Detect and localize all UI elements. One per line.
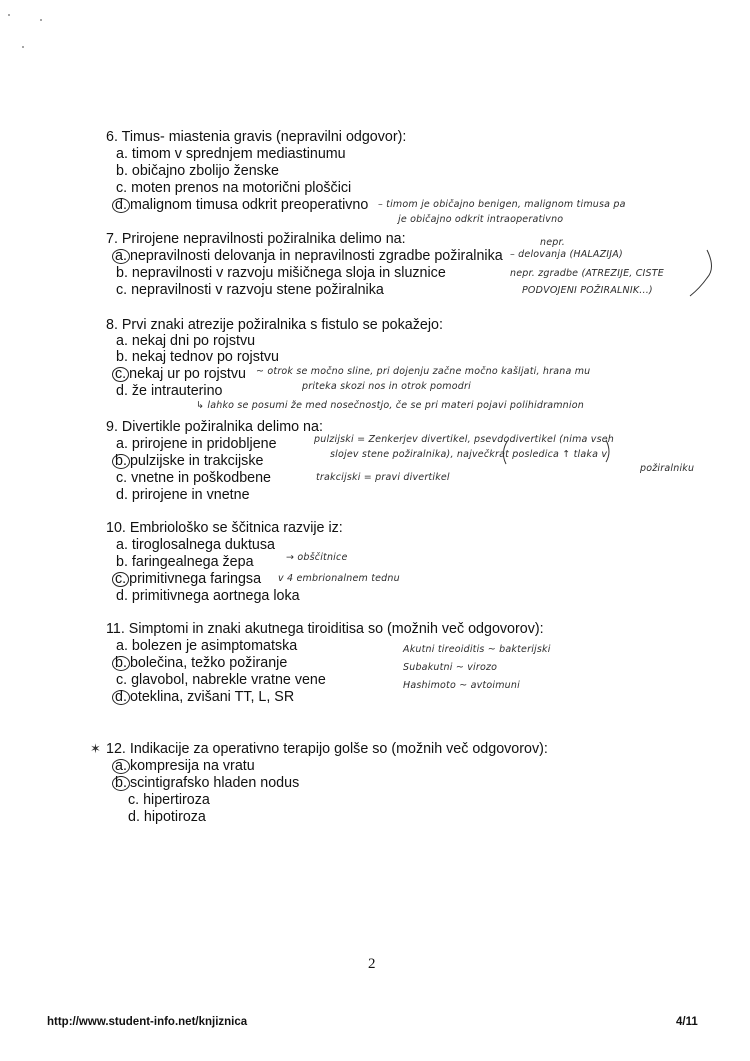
question-8-title: 8. Prvi znaki atrezije požiralnika s fistulo se pokažejo:	[106, 317, 443, 333]
brace-stroke	[690, 250, 712, 296]
question-8-option-c-label: nekaj ur po rojstvu	[129, 366, 246, 382]
question-10-option-d: d. primitivnega aortnega loka	[116, 588, 300, 604]
question-6-option-a: a. timom v sprednjem mediastinumu	[116, 146, 346, 162]
handwritten-note: nepr.	[540, 237, 565, 248]
handwritten-note: v 4 embrionalnem tednu	[278, 573, 400, 584]
handwritten-note: ↳ lahko se posumi že med nosečnostjo, če se pri materi pojavi polihidramnion	[196, 400, 584, 411]
question-8-option-b: b. nekaj tednov po rojstvu	[116, 349, 279, 365]
handwritten-note: – timom je običajno benigen, malignom timusa pa	[378, 199, 626, 210]
question-6-title: 6. Timus- miastenia gravis (nepravilni odgovor):	[106, 129, 407, 145]
question-7-option-c: c. nepravilnosti v razvoju stene požiralnika	[116, 282, 384, 298]
handwritten-note: Hashimoto ~ avtoimuni	[403, 680, 520, 691]
handwritten-note: Akutni tireoiditis ~ bakterijski	[403, 644, 551, 655]
answer-circle: d.	[112, 690, 130, 705]
question-8-option-a: a. nekaj dni po rojstvu	[116, 333, 256, 349]
question-9-option-d: d. prirojene in vnetne	[116, 487, 250, 503]
answer-circle: c.	[112, 367, 129, 382]
handwritten-note: Subakutni ~ virozo	[403, 662, 498, 673]
question-9-option-a: a. prirojene in pridobljene	[116, 436, 277, 452]
answer-circle: b.	[112, 454, 130, 469]
question-7-option-a-label: nepravilnosti delovanja in nepravilnosti zgradbe požiralnika	[129, 248, 503, 264]
question-9-option-c: c. vnetne in poškodbene	[116, 470, 271, 486]
answer-circle: d.	[112, 198, 130, 213]
star-mark-icon: ✶	[90, 741, 101, 756]
footer-url-link[interactable]: http://www.student-info.net/knjiznica	[47, 1016, 248, 1028]
question-11-title: 11. Simptomi in znaki akutnega tiroiditisa so (možnih več odgovorov):	[106, 621, 544, 637]
question-12-option-a-label: kompresija na vratu	[129, 758, 255, 774]
brace-stroke	[503, 440, 508, 464]
question-11-option-a: a. bolezen je asimptomatska	[116, 638, 298, 654]
answer-circle: b.	[112, 656, 130, 671]
handwritten-note: → obščitnice	[286, 552, 348, 563]
question-12-option-b-label: scintigrafsko hladen nodus	[129, 775, 300, 791]
question-11-option-d-label: oteklina, zvišani TT, L, SR	[129, 689, 295, 705]
question-11-option-c: c. glavobol, nabrekle vratne vene	[116, 672, 326, 688]
handwritten-note: trakcijski = pravi divertikel	[316, 472, 450, 483]
question-10-option-b: b. faringealnega žepa	[116, 554, 254, 570]
answer-circle: a.	[112, 759, 130, 774]
question-7-title: 7. Prirojene nepravilnosti požiralnika delimo na:	[106, 231, 406, 247]
question-10-option-a: a. tiroglosalnega duktusa	[116, 537, 275, 553]
handwritten-note: je običajno odkrit intraoperativno	[398, 214, 564, 225]
footer-page-count: 4/11	[676, 1016, 698, 1028]
question-6-option-b: b. običajno zbolijo ženske	[116, 163, 279, 179]
handwritten-note: ~ otrok se močno sline, pri dojenju začne močno kašljati, hrana mu	[256, 366, 591, 377]
page-number: 2	[368, 956, 376, 972]
question-9-title: 9. Divertikle požiralnika delimo na:	[106, 419, 323, 435]
question-9-option-b-label: pulzijske in trakcijske	[129, 453, 264, 469]
question-12-option-d: d. hipotiroza	[128, 809, 206, 825]
answer-circle: b.	[112, 776, 130, 791]
handwritten-note: priteka skozi nos in otrok pomodri	[302, 381, 471, 392]
handwritten-note: – delovanja (HALAZIJA)	[510, 249, 623, 260]
question-12-title: 12. Indikacije za operativno terapijo golše so (možnih več odgovorov):	[106, 741, 548, 757]
handwritten-note: nepr. zgradbe (ATREZIJE, CISTE	[510, 268, 664, 279]
question-8-option-d: d. že intrauterino	[116, 383, 223, 399]
question-11-option-b-label: bolečina, težko požiranje	[129, 655, 288, 671]
question-6-option-c: c. moten prenos na motorični ploščici	[116, 180, 352, 196]
question-7-option-b: b. nepravilnosti v razvoju mišičnega sloja in sluznice	[116, 265, 446, 281]
question-10-title: 10. Embriološko se ščitnica razvije iz:	[106, 520, 343, 536]
handwritten-note: PODVOJENI POŽIRALNIK...)	[522, 285, 653, 296]
handwritten-note: požiralniku	[640, 463, 695, 474]
question-10-option-c-label: primitivnega faringsa	[129, 571, 262, 587]
brace-stroke	[606, 440, 609, 462]
answer-circle: a.	[112, 249, 130, 264]
answer-circle: c.	[112, 572, 129, 587]
handwritten-note: pulzijski = Zenkerjev divertikel, psevdodivertikel (nima vseh	[314, 434, 615, 445]
question-6-option-d-label: malignom timusa odkrit preoperativno	[129, 197, 369, 213]
question-12-option-c: c. hipertiroza	[128, 792, 210, 808]
handwritten-note: slojev stene požiralnika), največkrat posledica ↑ tlaka v	[330, 449, 608, 460]
